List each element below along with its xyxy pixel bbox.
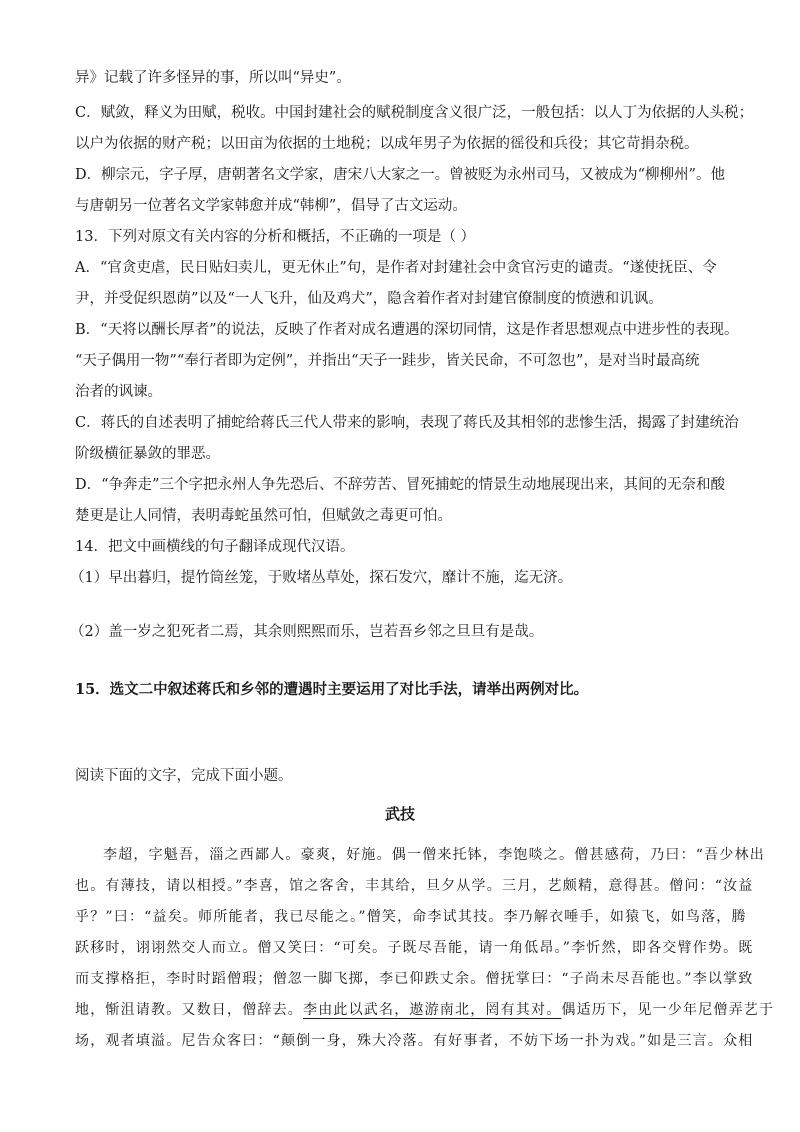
passage-title: 武技 xyxy=(384,805,415,823)
passage-line xyxy=(75,1000,775,1020)
q14-item-1: （1）早出暮归，提竹筒丝笼，于败堵丛草处，探石发穴，靡计不施，迄无济。 xyxy=(70,570,573,586)
q13-option-a-line-1: A．“官贪吏虐，民日贴妇卖儿，更无休止”句，是作者对封建社会中贪官污吏的谴责。“遂使抚臣、令 xyxy=(75,260,717,276)
question-15: 15．选文二中叙述蒋氏和乡邻的遭遇时主要运用了对比手法，请举出两例对比。 xyxy=(75,681,589,698)
passage-text: 地，惭沮请教。又数日，僧辞去。 xyxy=(75,1002,303,1018)
passage-line: 乎？”曰：“益矣。师所能者，我已尽能之。”僧笑，命李试其技。李乃解衣唾手，如猿飞，如鸟落，腾 xyxy=(75,909,747,925)
option-d-line-1: D．柳宗元，字子厚，唐朝著名文学家，唐宋八大家之一。曾被贬为永州司马，又被成为“柳柳州”。他 xyxy=(75,167,725,183)
option-c-line-1: C．赋敛，释义为田赋，税收。中国封建社会的赋税制度含义很广泛，一般包括：以人丁为依据的人头税； xyxy=(75,105,754,121)
passage-line: 而支撑格拒，李时时蹈僧瑕；僧忽一脚飞掷，李已仰跌丈余。僧抚掌曰：“子尚未尽吾能也。”李以掌致 xyxy=(75,971,754,987)
q13-option-b-line-2: “天子偶用一物”“奉行者即为定例”，并指出“天子一跬步，皆关民命，不可忽也”，是对当时最高统 xyxy=(75,353,700,369)
q13-option-c-line-1: C．蒋氏的自述表明了捕蛇给蒋氏三代人带来的影响，表现了蒋氏及其相邻的悲惨生活，揭露了封建统治 xyxy=(75,415,739,431)
passage-line: 跃移时，诩诩然交人而立。僧又笑曰：“可矣。子既尽吾能，请一角低昂。”李忻然，即各交臂作势。既 xyxy=(75,940,754,956)
q14-item-2: （2）盖一岁之犯死者二焉，其余则熙熙而乐，岂若吾乡邻之旦旦有是哉。 xyxy=(70,624,544,640)
q13-option-d-line-2: 楚更是让人同情，表明毒蛇虽然可怕，但赋敛之毒更可怕。 xyxy=(75,508,452,524)
passage-text: 偶适历下，见一少年尼僧弄艺于 xyxy=(561,1002,775,1018)
passage-line: 李超，字魁吾，淄之西鄙人。豪爽，好施。偶一僧来托钵，李饱啖之。僧甚感荷，乃曰：“吾少林出 xyxy=(103,847,765,863)
q13-option-a-line-2: 尹，并受促织恩荫”以及“一人飞升，仙及鸡犬”，隐含着作者对封建官僚制度的愤懑和讥讽。 xyxy=(75,291,663,307)
q13-option-b-line-1: B．“天将以酬长厚者”的说法，反映了作者对成名遭遇的深切同情，这是作者思想观点中进步性的表现。 xyxy=(75,322,739,338)
option-c-line-2: 以户为依据的财产税；以田亩为依据的土地税；以成年男子为依据的徭役和兵役；其它苛捐杂税。 xyxy=(75,136,699,152)
underlined-sentence: 李由此以武名，遨游南北，罔有其对。 xyxy=(303,1002,562,1018)
question-13: 13．下列对原文有关内容的分析和概括，不正确的一项是（ ） xyxy=(75,229,476,245)
text-line: 异》记载了许多怪异的事，所以叫“异史”。 xyxy=(75,70,351,86)
question-14: 14．把文中画横线的句子翻译成现代汉语。 xyxy=(75,539,355,555)
option-d-line-2: 与唐朝另一位著名文学家韩愈并成“韩柳”，倡导了古文运动。 xyxy=(75,198,467,214)
reading-instruction: 阅读下面的文字，完成下面小题。 xyxy=(75,768,293,784)
q13-option-d-line-1: D．“争奔走”三个字把永州人争先恐后、不辞劳苦、冒死捕蛇的情景生动地展现出来，其间的无奈和酸 xyxy=(75,477,725,493)
passage-line: 场，观者填溢。尼告众客曰：“颠倒一身，殊大冷落。有好事者，不妨下场一扑为戏。”如是三言。众相 xyxy=(75,1033,754,1049)
passage-line: 也。有薄技，请以相授。”李喜，馆之客舍，丰其给，旦夕从学。三月，艺颇精，意得甚。僧问：“汝益 xyxy=(75,878,754,894)
q13-option-c-line-2: 阶级横征暴敛的罪恶。 xyxy=(75,446,220,462)
q13-option-b-line-3: 治者的讽谏。 xyxy=(75,384,162,400)
